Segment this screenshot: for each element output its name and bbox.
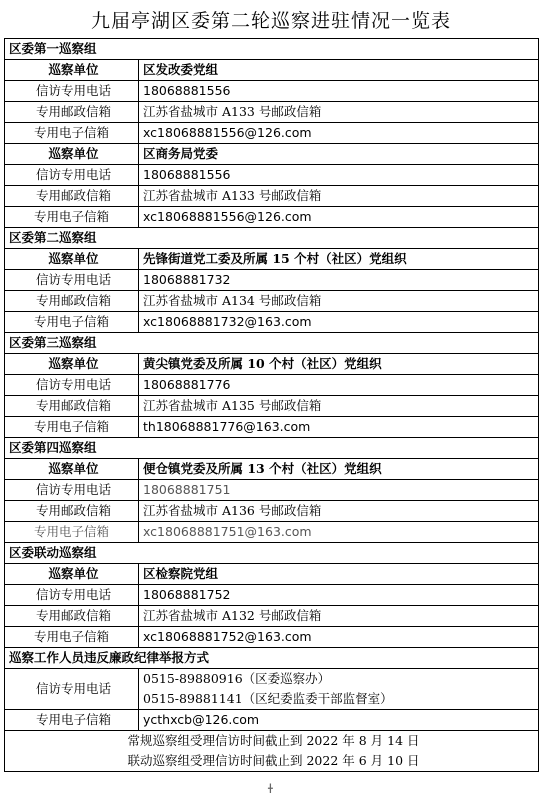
mail-value: 江苏省盐城市 A132 号邮政信箱 xyxy=(139,606,539,627)
report-heading: 巡察工作人员违反廉政纪律举报方式 xyxy=(5,648,539,669)
phone-value: 18068881751 xyxy=(139,480,539,501)
mail-value: 江苏省盐城市 A134 号邮政信箱 xyxy=(139,291,539,312)
report-email-row xyxy=(5,710,539,731)
unit-name: 区商务局党委 xyxy=(139,144,539,165)
phone-label: 信访专用电话 xyxy=(5,480,139,501)
email-row xyxy=(5,312,539,333)
mail-label: 专用邮政信箱 xyxy=(5,291,139,312)
phone-row xyxy=(5,165,539,186)
mail-label: 专用邮政信箱 xyxy=(5,186,139,207)
email-row xyxy=(5,627,539,648)
email-value[interactable]: xc18068881732@163.com xyxy=(139,312,539,333)
report-phone-row xyxy=(5,669,539,710)
table-resize-handle-icon[interactable]: ╋ xyxy=(268,784,273,793)
unit-row xyxy=(5,354,539,375)
inspection-table xyxy=(4,38,539,772)
phone-row xyxy=(5,375,539,396)
mail-value: 江苏省盐城市 A135 号邮政信箱 xyxy=(139,396,539,417)
phone-row xyxy=(5,81,539,102)
mail-row xyxy=(5,606,539,627)
mail-label: 专用邮政信箱 xyxy=(5,396,139,417)
group-heading: 区委第二巡察组 xyxy=(5,228,539,249)
mail-value: 江苏省盐城市 A133 号邮政信箱 xyxy=(139,102,539,123)
unit-row xyxy=(5,249,539,270)
unit-row xyxy=(5,564,539,585)
unit-name: 黄尖镇党委及所属 10 个村（社区）党组织 xyxy=(139,354,539,375)
phone-row xyxy=(5,270,539,291)
group-row xyxy=(5,648,539,669)
mail-label: 专用邮政信箱 xyxy=(5,606,139,627)
phone-value: 18068881556 xyxy=(139,165,539,186)
email-value[interactable]: xc18068881556@126.com xyxy=(139,207,539,228)
phone-value: 18068881752 xyxy=(139,585,539,606)
mail-row xyxy=(5,102,539,123)
unit-label: 巡察单位 xyxy=(5,60,139,81)
page-title: 九届亭湖区委第二轮巡察进驻情况一览表 xyxy=(90,10,451,32)
email-value[interactable]: th18068881776@163.com xyxy=(139,417,539,438)
report-phone-line: 0515-89881141（区纪委监委干部监督室） xyxy=(143,691,393,706)
unit-label: 巡察单位 xyxy=(5,564,139,585)
phone-label: 信访专用电话 xyxy=(5,270,139,291)
mail-row xyxy=(5,291,539,312)
report-phone-line: 0515-89880916（区委巡察办） xyxy=(143,671,331,686)
group-row xyxy=(5,438,539,459)
email-value[interactable]: xc18068881752@163.com xyxy=(139,627,539,648)
mail-row xyxy=(5,396,539,417)
unit-label: 巡察单位 xyxy=(5,354,139,375)
unit-label: 巡察单位 xyxy=(5,144,139,165)
phone-label: 信访专用电话 xyxy=(5,585,139,606)
email-value[interactable]: xc18068881751@163.com xyxy=(139,522,539,543)
mail-row xyxy=(5,186,539,207)
unit-row xyxy=(5,144,539,165)
phone-label: 信访专用电话 xyxy=(5,375,139,396)
email-label: 专用电子信箱 xyxy=(5,207,139,228)
email-label: 专用电子信箱 xyxy=(5,312,139,333)
group-row xyxy=(5,228,539,249)
email-row xyxy=(5,123,539,144)
unit-name: 先锋街道党工委及所属 15 个村（社区）党组织 xyxy=(139,249,539,270)
mail-value: 江苏省盐城市 A133 号邮政信箱 xyxy=(139,186,539,207)
phone-value: 18068881732 xyxy=(139,270,539,291)
mail-label: 专用邮政信箱 xyxy=(5,501,139,522)
unit-label: 巡察单位 xyxy=(5,249,139,270)
unit-row xyxy=(5,459,539,480)
group-row xyxy=(5,543,539,564)
footer-line: 联动巡察组受理信访时间截止到 2022 年 6 月 10 日 xyxy=(127,753,420,768)
group-heading: 区委第四巡察组 xyxy=(5,438,539,459)
email-label: 专用电子信箱 xyxy=(5,522,139,543)
phone-label: 信访专用电话 xyxy=(5,165,139,186)
email-label: 专用电子信箱 xyxy=(5,417,139,438)
email-label: 专用电子信箱 xyxy=(5,710,139,731)
phone-value: 18068881776 xyxy=(139,375,539,396)
unit-name: 区发改委党组 xyxy=(139,60,539,81)
group-row xyxy=(5,333,539,354)
phone-row xyxy=(5,585,539,606)
email-label: 专用电子信箱 xyxy=(5,627,139,648)
unit-label: 巡察单位 xyxy=(5,459,139,480)
report-phones xyxy=(139,669,539,710)
footer-note xyxy=(5,731,539,772)
mail-row xyxy=(5,501,539,522)
mail-value: 江苏省盐城市 A136 号邮政信箱 xyxy=(139,501,539,522)
email-label: 专用电子信箱 xyxy=(5,123,139,144)
group-heading: 区委第三巡察组 xyxy=(5,333,539,354)
group-heading: 区委联动巡察组 xyxy=(5,543,539,564)
unit-row xyxy=(5,60,539,81)
group-row xyxy=(5,39,539,60)
unit-name: 区检察院党组 xyxy=(139,564,539,585)
report-email[interactable]: ycthxcb@126.com xyxy=(139,710,539,731)
phone-row xyxy=(5,480,539,501)
mail-label: 专用邮政信箱 xyxy=(5,102,139,123)
unit-name: 便仓镇党委及所属 13 个村（社区）党组织 xyxy=(139,459,539,480)
email-row xyxy=(5,207,539,228)
email-row xyxy=(5,417,539,438)
footer-line: 常规巡察组受理信访时间截止到 2022 年 8 月 14 日 xyxy=(127,733,420,748)
phone-label: 信访专用电话 xyxy=(5,81,139,102)
group-heading: 区委第一巡察组 xyxy=(5,39,539,60)
phone-label: 信访专用电话 xyxy=(5,669,139,710)
footer-row xyxy=(5,731,539,772)
phone-value: 18068881556 xyxy=(139,81,539,102)
email-row xyxy=(5,522,539,543)
email-value[interactable]: xc18068881556@126.com xyxy=(139,123,539,144)
